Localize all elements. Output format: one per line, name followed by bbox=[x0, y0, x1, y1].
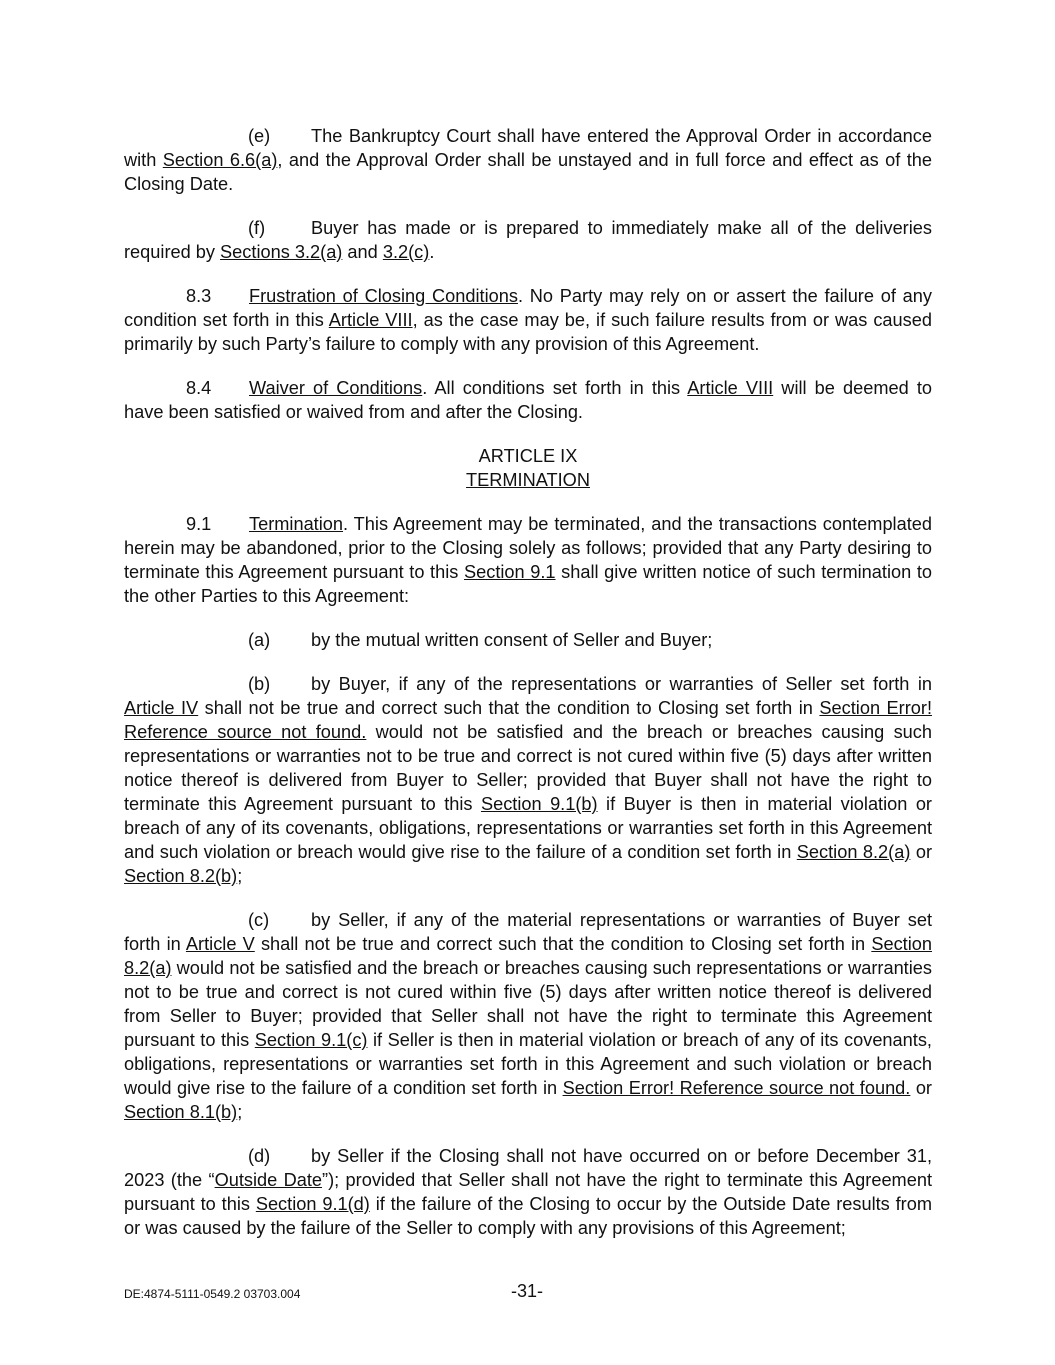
cross-reference-link[interactable]: Sections 3.2(a) bbox=[220, 242, 343, 262]
item-label: (c) bbox=[248, 910, 270, 930]
cross-reference-link[interactable]: Section 9.1(b) bbox=[480, 794, 598, 814]
cross-reference-link[interactable]: Section 9.1(d) bbox=[255, 1194, 370, 1214]
cross-reference-link[interactable]: Article V bbox=[185, 934, 255, 954]
document-id: DE:4874-5111-0549.2 03703.004 bbox=[124, 1287, 301, 1301]
cross-reference-link[interactable]: Section Error! Reference source not found. bbox=[124, 698, 932, 742]
section-9-1-d: (d) by Seller if the Closing shall not have occurred on or before December 31, 2023 (the “Outside Date”); provided that Seller shall not have the right to terminate this Agreement pursuant to this Section 9.1(d) if the failure of the Closing to occur by the Outside Date results from or was caused by the failure of the Seller to comply with any provisions of this Agreement; bbox=[124, 1146, 932, 1238]
section-9-1-a: (a) by the mutual written consent of Seller and Buyer; bbox=[248, 630, 713, 650]
item-label: (e) bbox=[248, 126, 271, 146]
cross-reference-link[interactable]: Section 8.2(a) bbox=[796, 842, 911, 862]
cross-reference-link[interactable]: Section 8.2(b) bbox=[124, 866, 238, 886]
item-label: (d) bbox=[248, 1146, 271, 1166]
paragraph-e: (e) The Bankruptcy Court shall have entered the Approval Order in accordance with Section 6.6(a), and the Approval Order shall be unstayed and in full force and effect as of the Closing Date. bbox=[124, 126, 932, 194]
document-page bbox=[124, 124, 932, 1260]
cross-reference-link[interactable]: Section 6.6(a) bbox=[162, 150, 278, 170]
section-8-4: 8.4 Waiver of Conditions. All conditions set forth in this Article VIII will be deemed to have been satisfied or waived from and after the Closing. bbox=[124, 378, 933, 422]
cross-reference-link[interactable]: Section 8.2(a) bbox=[124, 934, 932, 978]
section-title: Frustration of Closing Conditions bbox=[249, 286, 518, 306]
cross-reference-link[interactable]: Section 8.1(b) bbox=[124, 1102, 238, 1122]
cross-reference-link[interactable]: Section 9.1(c) bbox=[254, 1030, 368, 1050]
article-title: TERMINATION bbox=[466, 470, 590, 490]
cross-reference-link[interactable]: 3.2(c) bbox=[382, 242, 430, 262]
section-number: 9.1 bbox=[186, 514, 212, 534]
item-label: (a) bbox=[248, 630, 271, 650]
cross-reference-link[interactable]: Section Error! Reference source not found. bbox=[562, 1078, 911, 1098]
paragraph-f: (f) Buyer has made or is prepared to immediately make all of the deliveries required by Sections 3.2(a) and 3.2(c). bbox=[124, 218, 932, 262]
article-heading bbox=[124, 444, 932, 492]
section-number: 8.4 bbox=[186, 378, 212, 398]
defined-term: Outside Date bbox=[214, 1170, 323, 1190]
cross-reference-link[interactable]: Section 9.1 bbox=[463, 562, 556, 582]
section-title: Waiver of Conditions bbox=[249, 378, 423, 398]
section-9-1-b: (b) by Buyer, if any of the representations or warranties of Seller set forth in Article IV shall not be true and correct such that the condition to Closing set forth in Section Error! Reference source not found. would not be satisfied and the breach or breaches causing such representations or warranties not to be true and correct is not cured within five (5) days after written notice thereof is delivered from Buyer to Seller; provided that Buyer shall not have the right to terminate this Agreement pursuant to this Section 9.1(b) if Buyer is then in material violation or breach of any of its covenants, obligations, representations or warranties set forth in this Agreement and such violation or breach would give rise to the failure of a condition set forth in Section 8.2(a) or Section 8.2(b); bbox=[124, 674, 932, 886]
section-8-3: 8.3 Frustration of Closing Conditions. No Party may rely on or assert the failure of any condition set forth in this Article VIII, as the case may be, if such failure results from or was caused primarily by such Party’s failure to comply with any provision of this Agreement. bbox=[124, 286, 932, 354]
page-number: -31- bbox=[511, 1281, 544, 1301]
item-label: (b) bbox=[248, 674, 271, 694]
article-number: ARTICLE IX bbox=[478, 446, 578, 466]
cross-reference-link[interactable]: Article VIII bbox=[687, 378, 774, 398]
item-label: (f) bbox=[248, 218, 266, 238]
section-9-1-c: (c) by Seller, if any of the material representations or warranties of Buyer set forth in Article V shall not be true and correct such that the condition to Closing set forth in Section 8.2(a) would not be satisfied and the breach or breaches causing such representations or warranties not to be true and correct is not cured within five (5) days after written notice thereof is delivered from Seller to Buyer; provided that Seller shall not have the right to terminate this Agreement pursuant to this Section 9.1(c) if Seller is then in material violation or breach of any of its covenants, obligations, representations or warranties set forth in this Agreement and such violation or breach would give rise to the failure of a condition set forth in Section Error! Reference source not found. or Section 8.1(b); bbox=[124, 910, 932, 1122]
cross-reference-link[interactable]: Article VIII bbox=[328, 310, 413, 330]
section-number: 8.3 bbox=[186, 286, 212, 306]
section-title: Termination bbox=[249, 514, 344, 534]
cross-reference-link[interactable]: Article IV bbox=[124, 698, 199, 718]
section-9-1: 9.1 Termination. This Agreement may be terminated, and the transactions contemplated herein may be abandoned, prior to the Closing solely as follows; provided that any Party desiring to terminate this Agreement pursuant to this Section 9.1 shall give written notice of such termination to the other Parties to this Agreement: bbox=[124, 514, 932, 606]
